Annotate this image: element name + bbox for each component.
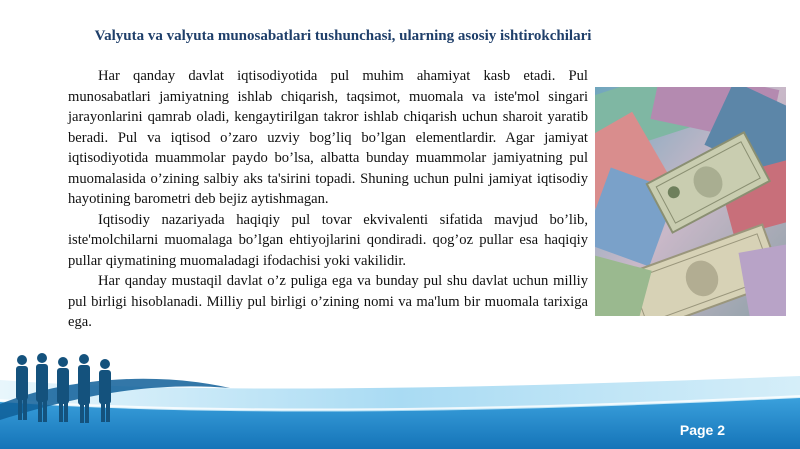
slide-body — [68, 66, 588, 333]
page-number: Page 2 — [679, 422, 725, 438]
paragraph: Har qanday davlat iqtisodiyotida pul muhim ahamiyat kasb etadi. Pul munosabatlari jamiyatning ishlab chiqarish, taqsimot, muomala va iste'mol singari jarayonlarini qamrab oladi, kengaytirilgan takror ishlab chiqarish uchun sharoit yaratib beradi. Pul va iqtisod o’zaro uzviy bog’liq bo’lgan elementlardir. Agar jamiyat iqtisodiyotida muammolar paydo bo’lsa, albatta bunday muammolar jamiyatning pul muomalasida o’zining salbiy aks ta'sirini topadi. Shuning uchun pulni jamiyat iqtisodiy hayotining barometri deb bejiz aytishmagan. — [68, 68, 588, 207]
paragraph: Iqtisodiy nazariyada haqiqiy pul tovar ekvivalenti sifatida mavjud bo’lib, iste'molchilarni muomalaga bo’lgan ehtiyojlarini qondiradi. qog’oz pullar esa haqiqiy pullar qiymatining muomaladagi ifodachisi yoki vakilidir. — [68, 211, 588, 269]
business-people-silhouettes — [8, 350, 128, 425]
banknotes-photo — [595, 87, 786, 316]
slide-title: Valyuta va valyuta munosabatlari tushunchasi, ularning asosiy ishtirokchilari — [94, 28, 592, 44]
paragraph: Har qanday mustaqil davlat o’z puliga ega va bunday pul shu davlat uchun milliy pul birligi hisoblanadi. Milliy pul birligi o’zining nomi va ma'lum bir muomala tarixiga ega. — [68, 273, 588, 330]
